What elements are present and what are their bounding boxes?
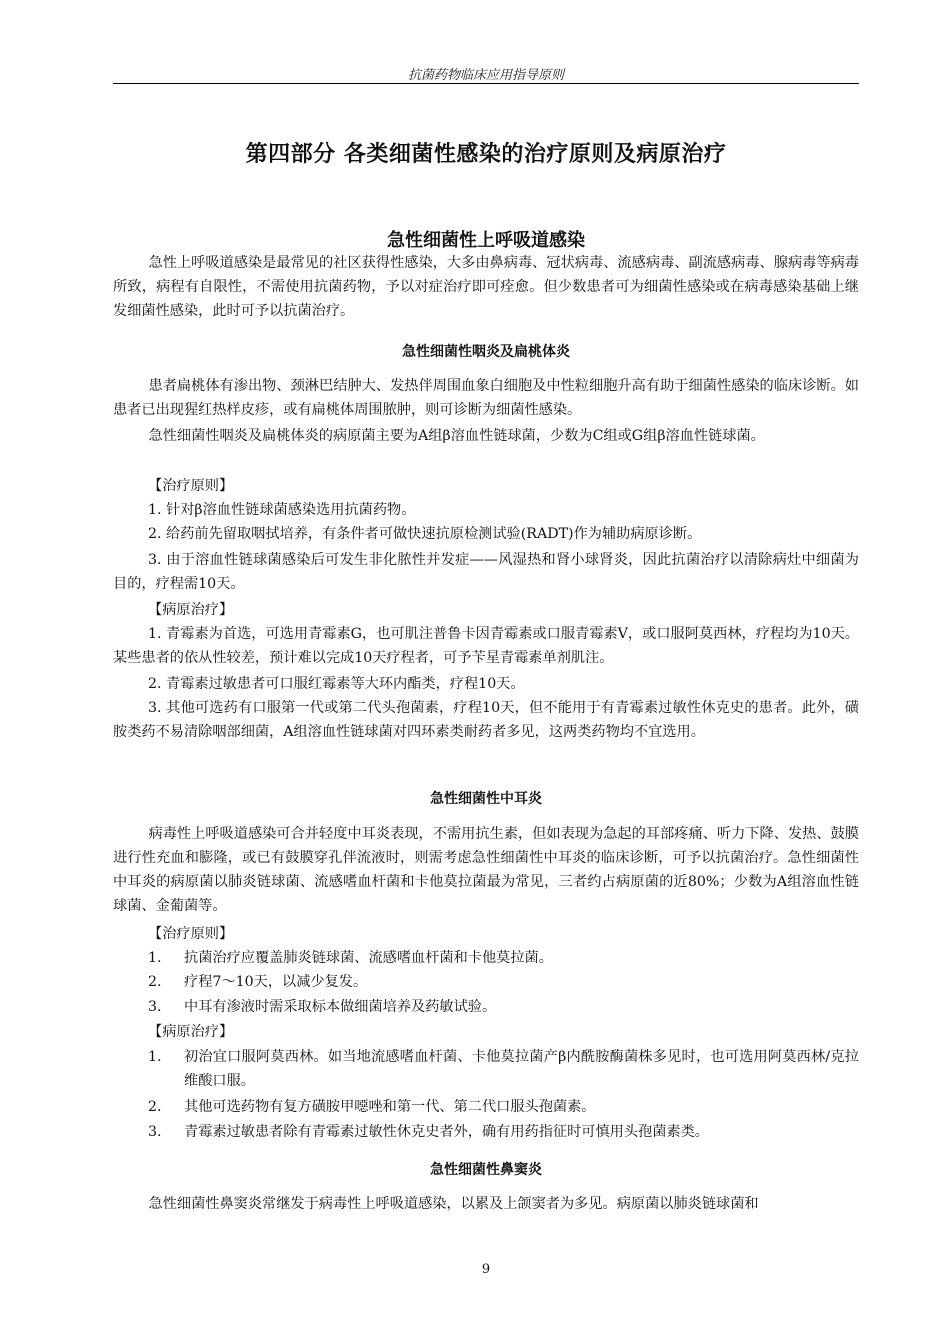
list-number: 1.	[148, 950, 162, 966]
part-title: 第四部分 各类细菌性感染的治疗原则及病原治疗	[245, 142, 727, 167]
list-text: 初治宜口服阿莫西林。如当地流感嗜血杆菌、卡他莫拉菌产β内酰胺酶菌株多见时，也可选用阿莫西林/克拉维酸口服。	[184, 1049, 859, 1089]
sinusitis-paragraph-1: 急性细菌性鼻窦炎常继发于病毒性上呼吸道感染，以累及上颌窦者为多见。病原菌以肺炎链球菌和	[148, 1196, 759, 1212]
pharyngitis-pathogen-label: 【病原治疗】	[148, 602, 234, 618]
list-number: 1.	[148, 1049, 162, 1065]
pharyngitis-pathogen-item: 1. 青霉素为首选，可选用青霉素G，也可肌注普鲁卡因青霉素或口服青霉素V，或口服阿莫西林，疗程均为10天。某些患者的依从性较差，预计难以完成10天疗程者，可予苄星青霉素单剂肌注。	[113, 626, 859, 666]
header-rule	[113, 83, 859, 84]
otitis-pathogen-item	[148, 1095, 859, 1119]
pharyngitis-treatment-item: 2. 给药前先留取咽拭培养，有条件者可做快速抗原检测试验(RADT)作为辅助病原诊断。	[148, 526, 702, 542]
otitis-treatment-item	[148, 970, 859, 994]
pharyngitis-pathogen-item: 3. 其他可选药有口服第一代或第二代头孢菌素，疗程10天，但不能用于有青霉素过敏性休克史的患者。此外，磺胺类药不易清除咽部细菌，A组溶血性链球菌对四环素类耐药者多见，这两类药物均不宜选用。	[113, 700, 859, 740]
otitis-treatment-item	[148, 946, 859, 970]
list-text: 疗程7～10天，以减少复发。	[184, 974, 368, 990]
list-number: 3.	[148, 999, 162, 1015]
list-text: 其他可选药物有复方磺胺甲噁唑和第一代、第二代口服头孢菌素。	[184, 1099, 596, 1115]
pharyngitis-pathogen-item: 2. 青霉素过敏患者可口服红霉素等大环内酯类，疗程10天。	[148, 676, 525, 692]
otitis-treatment-item	[148, 995, 859, 1019]
page-number: 9	[481, 1262, 491, 1277]
otitis-paragraph-1: 病毒性上呼吸道感染可合并轻度中耳炎表现，不需用抗生素，但如表现为急起的耳部疼痛、听力下降、发热、鼓膜进行性充血和膨隆，或已有鼓膜穿孔伴流液时，则需考虑急性细菌性中耳炎的临床诊断，可予以抗菌治疗。急性细菌性中耳炎的病原菌以肺炎链球菌、流感嗜血杆菌和卡他莫拉菌最为常见，三者约占病原菌的近80%；少数为A组溶血性链球菌、金葡菌等。	[113, 826, 859, 914]
list-number: 2.	[148, 1099, 162, 1115]
list-number: 2.	[148, 974, 162, 990]
running-header: 抗菌药物临床应用指导原则	[407, 68, 564, 83]
pharyngitis-treatment-item: 1. 针对β溶血性链球菌感染选用抗菌药物。	[148, 502, 416, 518]
list-text: 抗菌治疗应覆盖肺炎链球菌、流感嗜血杆菌和卡他莫拉菌。	[184, 950, 553, 966]
sinusitis-heading: 急性细菌性鼻窦炎	[430, 1162, 542, 1178]
otitis-treatment-label: 【治疗原则】	[148, 926, 234, 942]
otitis-pathogen-item	[148, 1045, 859, 1093]
pharyngitis-treatment-label: 【治疗原则】	[148, 478, 234, 494]
section-title: 急性细菌性上呼吸道感染	[387, 230, 585, 251]
list-number: 3.	[148, 1124, 162, 1140]
intro-paragraph: 急性上呼吸道感染是最常见的社区获得性感染，大多由鼻病毒、冠状病毒、流感病毒、副流感病毒、腺病毒等病毒所致，病程有自限性，不需使用抗菌药物，予以对症治疗即可痊愈。但少数患者可为细菌性感染或在病毒感染基础上继发细菌性感染，此时可予以抗菌治疗。	[113, 255, 859, 319]
otitis-pathogen-label: 【病原治疗】	[148, 1024, 234, 1040]
list-text: 青霉素过敏患者除有青霉素过敏性休克史者外，确有用药指征时可慎用头孢菌素类。	[184, 1124, 709, 1140]
pharyngitis-paragraph-1: 患者扁桃体有渗出物、颈淋巴结肿大、发热伴周围血象白细胞及中性粒细胞升高有助于细菌性感染的临床诊断。如患者已出现猩红热样皮疹，或有扁桃体周围脓肿，则可诊断为细菌性感染。	[113, 378, 859, 418]
list-text: 中耳有渗液时需采取标本做细菌培养及药敏试验。	[184, 999, 497, 1015]
pharyngitis-paragraph-2: 急性细菌性咽炎及扁桃体炎的病原菌主要为A组β溶血性链球菌，少数为C组或G组β溶血性链球菌。	[148, 428, 765, 444]
otitis-heading: 急性细菌性中耳炎	[430, 791, 542, 807]
otitis-pathogen-item	[148, 1120, 859, 1144]
pharyngitis-treatment-item: 3. 由于溶血性链球菌感染后可发生非化脓性并发症——风湿热和肾小球肾炎，因此抗菌治疗以清除病灶中细菌为目的，疗程需10天。	[113, 552, 859, 592]
pharyngitis-heading: 急性细菌性咽炎及扁桃体炎	[402, 344, 570, 360]
